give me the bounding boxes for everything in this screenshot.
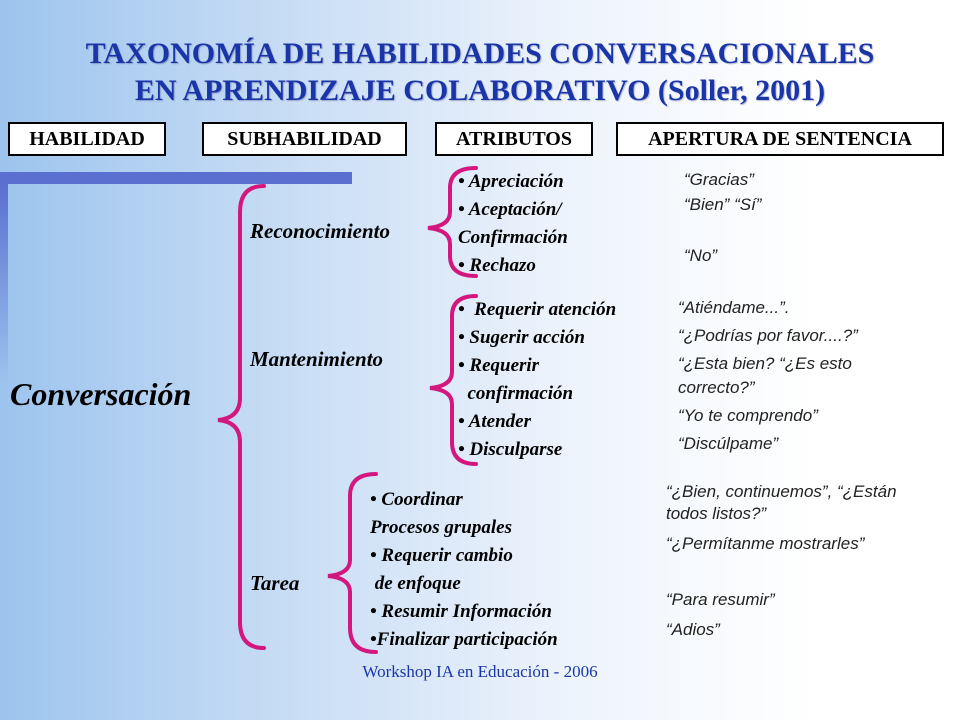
opener-atiendame: “Atiéndame...”. [678, 298, 790, 317]
attribute-item: • Requerir [458, 355, 540, 376]
attribute-item: de enfoque [370, 573, 461, 594]
attribute-item: • Sugerir acción [458, 327, 585, 348]
opener-todos-listos: todos listos?” [666, 504, 767, 523]
opener-correcto: correcto?” [678, 378, 755, 397]
opener-mostrarles: “¿Permítanme mostrarles” [666, 534, 865, 553]
skill-conversacion: Conversación [10, 376, 192, 412]
opener-adios: “Adios” [666, 620, 720, 639]
opener-comprendo: “Yo te comprendo” [678, 406, 818, 425]
opener-no: “No” [684, 246, 718, 265]
attribute-item: •Finalizar participación [370, 629, 558, 650]
attribute-item: • Aceptación/ [458, 199, 562, 220]
attributes-mantenimiento [458, 296, 616, 464]
opener-disculpame: “Discúlpame” [678, 434, 779, 453]
header-atributos: ATRIBUTOS [435, 122, 593, 156]
attribute-item: Confirmación [458, 227, 568, 248]
footer: Workshop IA en Educación - 2006 [362, 662, 598, 681]
opener-podrias: “¿Podrías por favor....?” [678, 326, 858, 345]
attribute-item: • Disculparse [458, 439, 563, 460]
attribute-item: • Requerir cambio [370, 545, 513, 566]
header-subhabilidad: SUBHABILIDAD [202, 122, 407, 156]
attribute-item: • Rechazo [458, 255, 536, 276]
attribute-item: • Apreciación [458, 171, 564, 192]
subskill-tarea: Tarea [250, 571, 300, 595]
attribute-item: Procesos grupales [370, 517, 512, 538]
attribute-item: • Atender [458, 411, 531, 432]
opener-resumir: “Para resumir” [666, 590, 775, 609]
attributes-tarea [370, 486, 558, 654]
opener-bien-si: “Bien” “Sí” [684, 195, 762, 214]
header-habilidad: HABILIDAD [8, 122, 166, 156]
opener-esta-bien: “¿Esta bien? “¿Es esto [678, 354, 852, 373]
title-line-1: TAXONOMÍA DE HABILIDADES CONVERSACIONALES [85, 37, 875, 70]
opener-continuemos: “¿Bien, continuemos”, “¿Están [666, 482, 897, 501]
subskill-mantenimiento: Mantenimiento [250, 347, 384, 371]
opener-gracias: “Gracias” [684, 170, 754, 189]
attribute-item: • Resumir Información [370, 601, 552, 622]
attribute-item: • Requerir atención [458, 299, 617, 320]
attributes-reconocimiento [458, 168, 568, 280]
header-apertura: APERTURA DE SENTENCIA [616, 122, 944, 156]
subskill-reconocimiento: Reconocimiento [250, 219, 390, 243]
attribute-item: • Coordinar [370, 489, 463, 510]
title-line-2: EN APRENDIZAJE COLABORATIVO (Soller, 2001) [134, 74, 826, 107]
attribute-item: confirmación [458, 383, 574, 404]
bracket-tarea [328, 474, 376, 652]
